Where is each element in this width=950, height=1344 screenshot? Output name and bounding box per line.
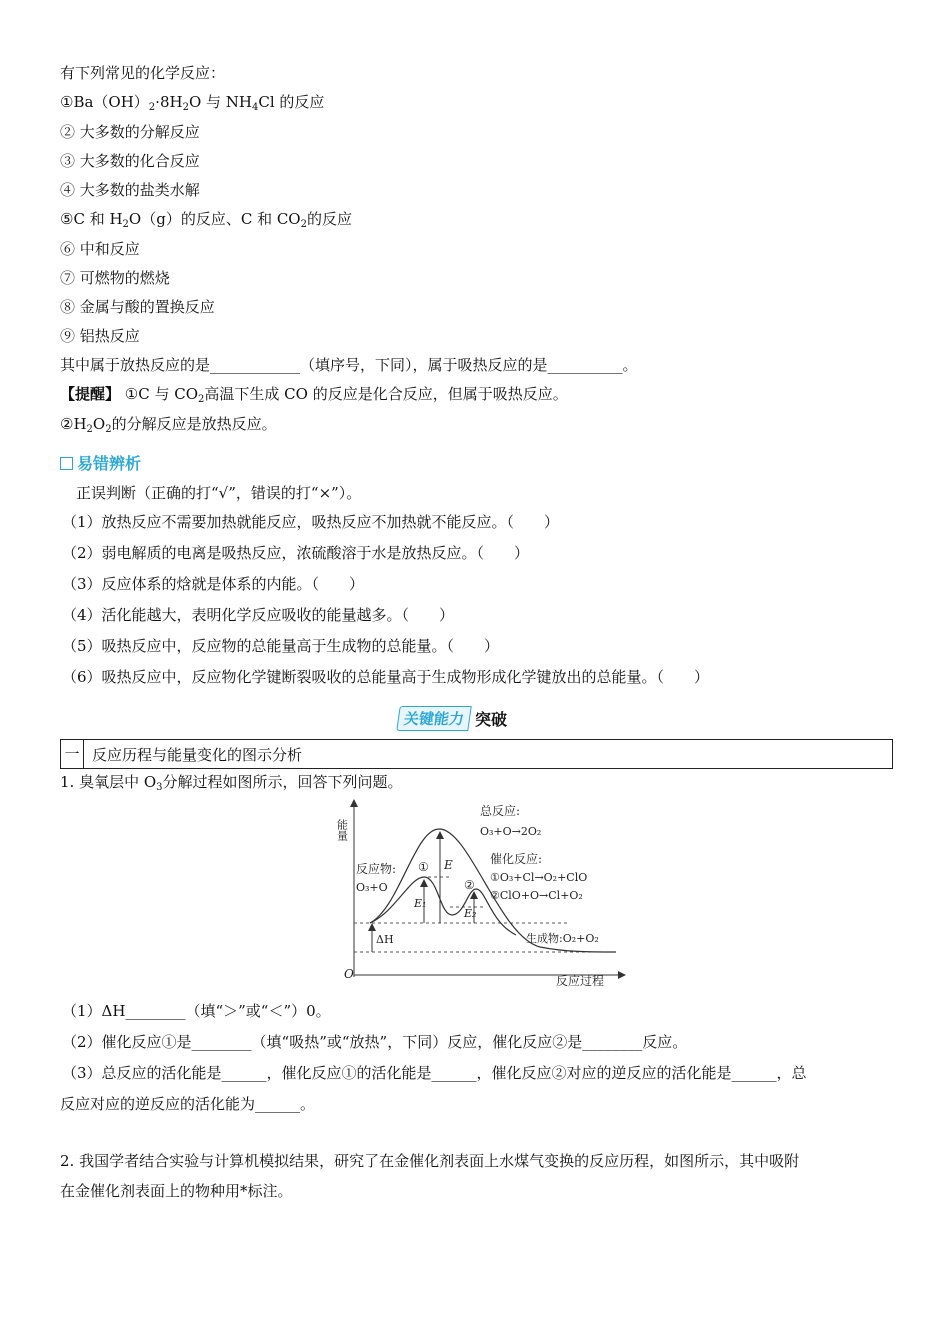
question-2-line-2: 在金催化剂表面上的物种用*标注。 <box>60 1182 293 1200</box>
judge-item-5: （5）吸热反应中，反应物的总能量高于生成物的总能量。（ ） <box>62 637 500 655</box>
subq-3b: 反应对应的逆反应的活化能为______。 <box>60 1095 316 1113</box>
y-axis-label: 能量 <box>335 819 349 841</box>
section-number: 一 <box>61 740 84 768</box>
question-1: 1. 臭氧层中 $O_3$分解过程如图所示，回答下列问题。 <box>60 773 403 793</box>
reactant-label: 反应物: <box>356 862 397 876</box>
checkbox-square-icon <box>60 457 73 470</box>
reactant-formula: O₃+O <box>356 881 388 894</box>
banner-left: 关键能力 <box>396 706 472 731</box>
energy-diagram <box>335 797 630 991</box>
section-header-box <box>60 739 893 769</box>
reaction-6: ⑥ 中和反应 <box>60 240 140 258</box>
judge-item-1: （1）放热反应不需要加热就能反应，吸热反应不加热就不能反应。（ ） <box>62 513 560 531</box>
section-header-text: 反应历程与能量变化的图示分析 <box>92 745 303 764</box>
E2-label: E₂ <box>464 907 477 920</box>
dH-label: ΔH <box>376 933 394 946</box>
subq-1: （1）ΔH________（填“＞”或“＜”）0。 <box>62 1002 331 1020</box>
intro-text: 有下列常见的化学反应： <box>60 64 226 82</box>
catalyzed-curve <box>370 877 516 935</box>
cat-eq-1: ①O₃+Cl→O₂+ClO <box>490 871 588 884</box>
reaction-8: ⑧ 金属与酸的置换反应 <box>60 298 215 316</box>
reaction-1: $①Ba(OH)_2\cdot 8H_2O$ 与 $NH_4Cl$ 的反应 <box>60 93 325 113</box>
question-text: 其中属于放热反应的是____________（填序号，下同），属于吸热反应的是__________。 <box>60 356 638 374</box>
E-label: E <box>444 858 453 872</box>
judge-intro: 正误判断（正确的打“√”，错误的打“×”）。 <box>76 484 362 502</box>
judge-item-3: （3）反应体系的焓就是体系的内能。（ ） <box>62 575 365 593</box>
mark-1: ① <box>418 860 429 874</box>
reaction-7: ⑦ 可燃物的燃烧 <box>60 269 170 287</box>
reaction-3: ③ 大多数的化合反应 <box>60 152 200 170</box>
key-ability-banner <box>398 705 507 731</box>
reaction-5: ⑤C 和 $H_2O(g)$的反应、C 和 $CO_2$的反应 <box>60 210 353 230</box>
judge-item-2: （2）弱电解质的电离是吸热反应，浓硫酸溶于水是放热反应。（ ） <box>62 544 530 562</box>
E1-label: E₁ <box>414 897 427 910</box>
reaction-4: ④ 大多数的盐类水解 <box>60 181 200 199</box>
tip-line-1: 【提醒】 ①C 与 $CO_2$高温下生成 CO 的反应是化合反应，但属于吸热反应。 <box>60 385 568 405</box>
tip-line-2: $②H_2O_2$的分解反应是放热反应。 <box>60 415 277 435</box>
mark-2: ② <box>464 878 475 892</box>
total-equation: O₃+O→2O₂ <box>480 825 542 838</box>
judge-item-4: （4）活化能越大，表明化学反应吸收的能量越多。（ ） <box>62 606 455 624</box>
subq-2: （2）催化反应①是________（填“吸热”或“放热”，下同）反应，催化反应②是________反应。 <box>62 1033 688 1051</box>
reaction-2: ② 大多数的分解反应 <box>60 123 200 141</box>
total-label: 总反应: <box>480 804 521 818</box>
origin-label: O <box>344 967 354 981</box>
section-easy-title: 易错辨析 <box>60 451 141 474</box>
subq-3a: （3）总反应的活化能是______，催化反应①的活化能是______，催化反应②对应的逆反应的活化能是______，总 <box>62 1064 807 1082</box>
cat-eq-2: ②ClO+O→Cl+O₂ <box>490 889 583 902</box>
x-axis-label: 反应过程 <box>556 974 605 988</box>
cat-label: 催化反应: <box>490 852 543 866</box>
reaction-9: ⑨ 铝热反应 <box>60 327 140 345</box>
product-label: 生成物:O₂+O₂ <box>526 932 599 945</box>
judge-item-6: （6）吸热反应中，反应物化学键断裂吸收的总能量高于生成物形成化学键放出的总能量。（ ） <box>62 668 710 686</box>
question-2-line-1: 2. 我国学者结合实验与计算机模拟结果，研究了在金催化剂表面上水煤气变换的反应历程，如图所示，其中吸附 <box>60 1152 800 1170</box>
banner-right: 突破 <box>475 709 508 729</box>
